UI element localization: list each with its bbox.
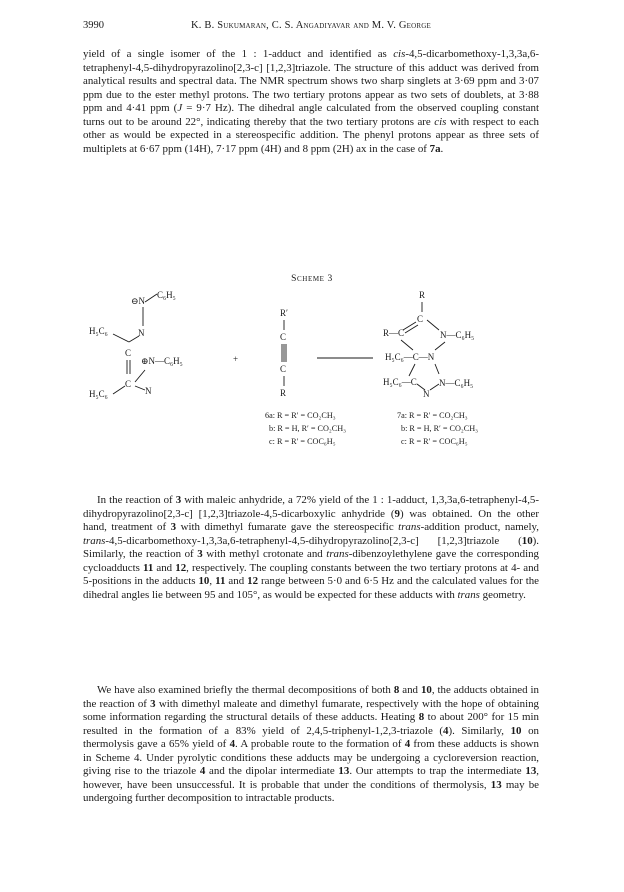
text-run: to about 200° for 15 min resulted in the formation of a 83% yield of 2,4,5-triphenyl-1,2,3-triazole ( [83,711,539,737]
compound-number: 11 [215,575,226,587]
italic-run: trans [398,521,421,533]
text-run: and the dipolar intermediate [205,765,339,777]
text-run: -addition product, namely, [420,521,539,533]
bond [401,340,413,350]
bond [135,370,145,382]
n-minus-label: ⊖N [131,296,146,306]
text-run: -4,5-dicarbomethoxy-1,3,3a,6-tetraphenyl-4,5-dihydropyrazolino[2,3-c] [1,2,3]triazole ( [105,534,522,547]
running-header [83,20,539,34]
compound-number: 7a [429,142,441,155]
italic-run: trans [457,588,480,601]
text-run: = 9·7 Hz). The dihedral angle calculated from the observed coupling constant turns out to be around 22°, indicating thereby that the two tertiary protons are [83,102,539,128]
bond [435,342,445,350]
italic-run: cis [434,115,447,128]
text-run: , [209,575,216,587]
text-run: . A probable route to the formation of [235,738,405,750]
paragraph-2 [83,494,539,602]
compound-number: 4 [199,765,206,777]
ph-left-bottom-label: H₅C₆ [89,389,108,399]
text-run: . Our attempts to trap the intermediate [349,765,526,777]
text-run: with methyl crotonate and [202,548,327,560]
alkyne-c2-label: C [280,364,287,374]
ph-mid-label: H₅C₆—C—N [385,352,435,362]
n-upper-label: N [138,328,145,338]
legend-7c: c: R = R′ = COC₆H₅ [401,437,468,446]
text-run: ) was obtained. On the other hand, treatment of [83,507,539,533]
text-run: -4,5-dicarbomethoxy-1,3,3a,6-tetraphenyl-4,5-dihydropyrazolino[2,3-c] [1,2,3]triazole. The structure of this adduct was derived from analytical results and spectral data. The NMR spectrum shows two sharp singlets at 3·69 ppm and 3·07 ppm due to the ester methyl protons. The two tertiary protons appear as two sets of doublets, at 3·88 ppm and 4·41 ppm ( [83,48,539,114]
text-run: with dimethyl fumarate gave the stereospecific [176,521,399,533]
text-run: . [440,142,444,155]
compound-number: 10 [521,534,533,547]
r-top-label: R [419,290,426,300]
r-prime-label: R′ [280,308,288,318]
alkyne-c1-label: C [280,332,287,342]
italic-run: trans [83,534,106,547]
ph-left-top-label: H₅C₆ [89,326,108,336]
compound-number: 3 [150,697,156,710]
text-run: In the reaction of [97,494,176,506]
legend-7b: b: R = H, R′ = CO₂CH₃ [401,424,479,433]
compound-number: 10 [420,684,432,696]
text-run: -dibenzoylethylene gave the corresponding cycloadducts [83,548,539,574]
italic-run: cis [393,48,406,60]
text-run: We have also examined briefly the thermal decompositions of both [97,684,394,696]
compound-number: 10 [198,575,210,587]
text-run: with dimethyl maleate and dimethyl fumarate, respectively with the hope of obtaining some information regarding the structural details of these adducts. Heating [83,697,539,723]
bond [113,334,129,342]
bond [403,322,416,330]
text-run: ). Similarly, [448,724,511,737]
compound-number: 11 [142,561,154,574]
r-label: R [280,388,287,398]
legend-6c: c: R = R′ = COC₆H₅ [269,437,336,446]
compound-number: 12 [175,561,187,574]
bond [435,364,439,374]
compound-number: 10 [510,724,522,737]
text-run: , the adducts obtained in the reaction of [83,684,539,710]
italic-run: J [177,102,183,114]
legend-6b: b: R = H, R′ = CO₂CH₃ [269,424,347,433]
legend-7a: 7a: R = R′ = CO₂CH₃ [397,411,468,420]
n-ph-bottom-label: N—C₆H₅ [439,378,474,388]
compound-number: 9 [394,507,400,520]
compound-number: 13 [490,778,502,791]
r-left-label: R—C [383,328,405,338]
text-run: geometry. [479,588,526,601]
compound-number: 3 [197,548,203,560]
page-number: 3990 [83,20,104,31]
bond [405,325,418,333]
text-run: , however, have been unsuccessful. It is probable that under the conditions of thermolysis, [83,765,539,791]
compound-number: 4 [404,738,411,750]
bond [135,386,145,390]
text-run: , respectively. The coupling constants between the two tertiary protons at 4- and 5-positions in the adducts [83,561,539,587]
ring-c2-label: C [125,379,132,389]
compound-number: 13 [338,765,350,777]
reactant-3-structure [89,290,183,399]
product-7-structure [383,290,474,399]
n-lower-label: N [145,386,152,396]
scheme-3-diagram [83,290,543,480]
compound-number: 8 [418,711,425,723]
compound-number: 13 [525,765,537,777]
bond [145,294,157,302]
legend-6a: 6a: R = R′ = CO₂CH₃ [265,411,336,420]
bond [430,384,439,390]
reactant-6-structure [280,308,288,398]
compound-number: 4 [443,724,449,737]
compound-number: 3 [175,494,182,506]
text-run: ). Similarly, the reaction of [83,534,539,560]
ring-c-label: C [125,348,132,358]
text-run: and [225,575,248,587]
compound-number: 4 [229,738,236,750]
text-run: from these adducts is shown in Scheme 4. Under pyrolytic conditions these adducts may be undergoing a cycloreversion reaction, giving rise to the triazole [83,738,539,777]
scheme-title: Scheme 3 [291,274,333,284]
text-run: with maleic anhydride, a 72% yield of the 1 : 1-adduct, 1,3,3a,6-tetraphenyl-4,5-dihydropyrazolino[2,3-c] [1,2,3]triazole-4,5-dicarboxylic anhydride ( [83,494,539,520]
running-authors: K. B. Sukumaran, C. S. Angadiyavar and M. V. George [190,20,431,31]
n-bottom-label: N [423,389,430,399]
n-ph-right-label: N—C₆H₅ [440,330,475,340]
bond [129,336,139,342]
ph-bottom-label: H₅C₆—C [383,377,417,387]
text-run: yield of a single isomer of the 1 : 1-adduct and identified as [83,48,394,60]
paragraph-3 [83,684,539,806]
bond [427,320,439,330]
plus-sign: + [233,354,239,364]
text-run: with respect to each other as would be expected in a stereospecific addition. The phenyl protons appear as three sets of multiplets at 6·67 ppm (14H), 7·17 ppm (4H) and 8 ppm (2H) ax in the case of [83,115,539,155]
ph-n-top-label: C₆H₅ [157,290,176,300]
text-run: and [153,561,176,574]
bond [409,364,415,376]
bond [113,386,125,394]
compound-number: 12 [247,575,259,587]
compound-number: 8 [393,684,400,696]
top-c-label: C [417,314,424,324]
italic-run: trans [326,548,349,560]
text-run: and [399,684,421,696]
text-run: on thermolysis gave a 65% yield of [83,724,539,750]
compound-number: 3 [170,521,177,533]
text-run: may be undergoing further decomposition to intractable products. [83,778,539,804]
paragraph-1 [83,48,539,156]
text-run: range between 5·0 and 6·5 Hz and the calculated values for the dihedral angles lie between 95 and 105°, as would be expected for these adducts with [83,575,540,601]
n-plus-ph-label: ⊕N—C₆H₅ [141,356,183,366]
